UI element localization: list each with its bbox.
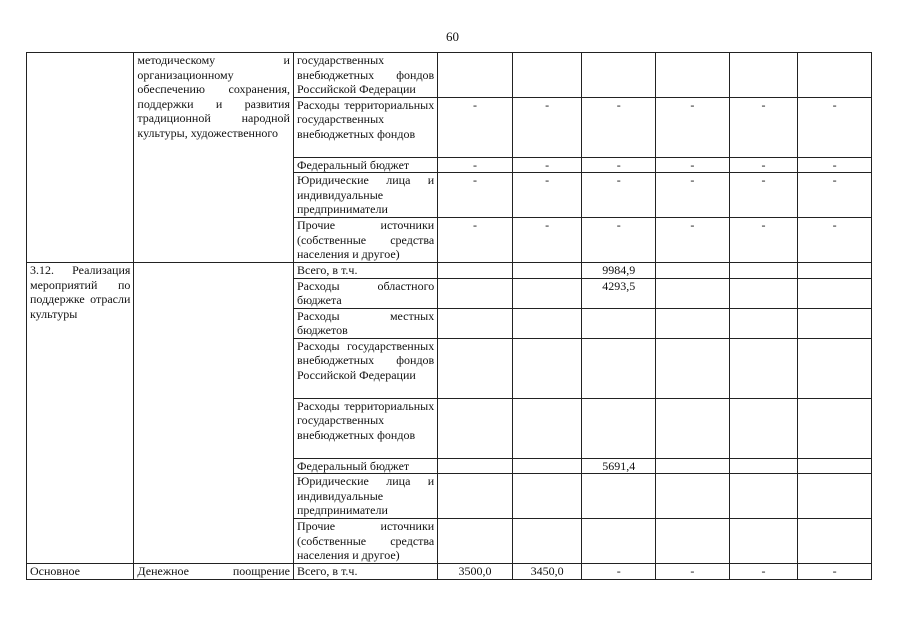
value-cell: - xyxy=(512,97,582,157)
value-cell: - xyxy=(656,173,730,218)
value-cell xyxy=(656,338,730,398)
value-cell xyxy=(729,458,798,474)
value-cell xyxy=(438,263,513,279)
page-number: 60 xyxy=(446,29,459,44)
program-name-cell xyxy=(27,53,134,263)
funding-source-cell: Юридические лица и индивидуальные предприниматели xyxy=(293,474,437,519)
value-cell xyxy=(656,458,730,474)
value-cell: - xyxy=(582,564,656,580)
value-cell xyxy=(512,519,582,564)
table-row xyxy=(27,263,872,279)
value-cell: - xyxy=(512,173,582,218)
table-row xyxy=(27,564,872,580)
value-cell: - xyxy=(582,157,656,173)
value-cell xyxy=(438,308,513,338)
value-cell: - xyxy=(798,157,872,173)
value-cell xyxy=(438,338,513,398)
funding-source-cell: Расходы территориальных государственных внебюджетных фондов xyxy=(293,398,437,458)
value-cell: - xyxy=(798,564,872,580)
table-row xyxy=(27,53,872,98)
value-cell: 3450,0 xyxy=(512,564,582,580)
value-cell xyxy=(438,53,513,98)
value-cell xyxy=(656,398,730,458)
value-cell xyxy=(729,263,798,279)
value-cell xyxy=(798,263,872,279)
value-cell xyxy=(656,53,730,98)
value-cell: 9984,9 xyxy=(582,263,656,279)
value-cell: - xyxy=(438,173,513,218)
value-cell: 4293,5 xyxy=(582,278,656,308)
funding-source-cell: Прочие источники (собственные средства населения и другое) xyxy=(293,218,437,263)
value-cell xyxy=(582,519,656,564)
value-cell xyxy=(798,398,872,458)
value-cell xyxy=(582,398,656,458)
value-cell xyxy=(582,474,656,519)
value-cell xyxy=(798,338,872,398)
program-name-cell: Основное xyxy=(27,564,134,580)
funding-source-cell: Прочие источники (собственные средства населения и другое) xyxy=(293,519,437,564)
funding-source-cell: Федеральный бюджет xyxy=(293,157,437,173)
measure-description-cell: Денежное поощрение xyxy=(134,564,294,580)
value-cell xyxy=(512,278,582,308)
value-cell: - xyxy=(729,173,798,218)
program-name-cell: 3.12. Реализация мероприятий по поддержке отрасли культуры xyxy=(27,263,134,564)
value-cell: - xyxy=(582,173,656,218)
funding-source-cell: Юридические лица и индивидуальные предприниматели xyxy=(293,173,437,218)
value-cell xyxy=(729,519,798,564)
funding-source-cell: Расходы территориальных государственных внебюджетных фондов xyxy=(293,97,437,157)
value-cell: - xyxy=(656,157,730,173)
value-cell xyxy=(729,398,798,458)
value-cell: - xyxy=(729,564,798,580)
value-cell xyxy=(656,308,730,338)
value-cell xyxy=(512,338,582,398)
value-cell: - xyxy=(729,218,798,263)
value-cell xyxy=(512,53,582,98)
value-cell xyxy=(512,263,582,279)
funding-source-cell: государственных внебюджетных фондов Российской Федерации xyxy=(293,53,437,98)
value-cell xyxy=(798,458,872,474)
value-cell xyxy=(582,308,656,338)
value-cell xyxy=(438,458,513,474)
value-cell xyxy=(656,519,730,564)
value-cell xyxy=(798,474,872,519)
value-cell xyxy=(798,278,872,308)
value-cell xyxy=(582,338,656,398)
value-cell xyxy=(798,308,872,338)
value-cell: - xyxy=(656,218,730,263)
value-cell xyxy=(512,398,582,458)
value-cell xyxy=(512,458,582,474)
value-cell xyxy=(582,53,656,98)
value-cell xyxy=(729,474,798,519)
value-cell xyxy=(512,474,582,519)
value-cell: - xyxy=(729,157,798,173)
value-cell: - xyxy=(438,157,513,173)
value-cell: - xyxy=(512,218,582,263)
value-cell: - xyxy=(656,97,730,157)
value-cell xyxy=(729,278,798,308)
value-cell: - xyxy=(798,97,872,157)
measure-description-cell xyxy=(134,263,294,564)
value-cell: - xyxy=(798,218,872,263)
funding-source-cell: Расходы областного бюджета xyxy=(293,278,437,308)
value-cell xyxy=(798,519,872,564)
budget-table xyxy=(26,52,872,580)
value-cell xyxy=(729,308,798,338)
value-cell: - xyxy=(582,218,656,263)
value-cell xyxy=(798,53,872,98)
value-cell: - xyxy=(512,157,582,173)
measure-description-cell: методическому и организационному обеспечению сохранения, поддержки и развития традиционной народной культуры, художественного xyxy=(134,53,294,263)
value-cell: - xyxy=(798,173,872,218)
value-cell xyxy=(656,278,730,308)
value-cell xyxy=(438,519,513,564)
value-cell: - xyxy=(438,218,513,263)
value-cell xyxy=(729,338,798,398)
value-cell xyxy=(438,398,513,458)
value-cell: - xyxy=(582,97,656,157)
value-cell: 3500,0 xyxy=(438,564,513,580)
value-cell xyxy=(729,53,798,98)
value-cell xyxy=(438,278,513,308)
value-cell: - xyxy=(438,97,513,157)
value-cell: - xyxy=(656,564,730,580)
value-cell: - xyxy=(729,97,798,157)
funding-source-cell: Федеральный бюджет xyxy=(293,458,437,474)
value-cell: 5691,4 xyxy=(582,458,656,474)
funding-source-cell: Расходы местных бюджетов xyxy=(293,308,437,338)
value-cell xyxy=(512,308,582,338)
value-cell xyxy=(656,474,730,519)
value-cell xyxy=(438,474,513,519)
value-cell xyxy=(656,263,730,279)
funding-source-cell: Расходы государственных внебюджетных фондов Российской Федерации xyxy=(293,338,437,398)
funding-source-cell: Всего, в т.ч. xyxy=(293,263,437,279)
funding-source-cell: Всего, в т.ч. xyxy=(293,564,437,580)
